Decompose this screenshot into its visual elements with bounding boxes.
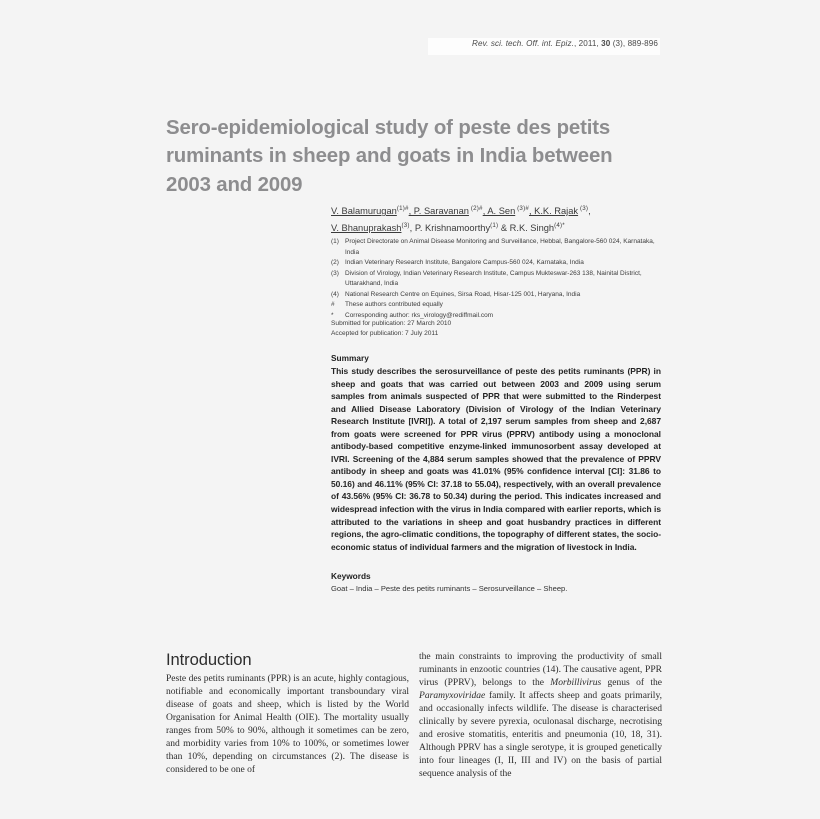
- author-balamurugan-affiliation-marker: (1)#: [396, 205, 409, 212]
- running-head-issue-pages: (3), 889-896: [610, 39, 658, 48]
- affiliation-marker: (4): [331, 290, 339, 298]
- introduction-heading: Introduction: [166, 650, 252, 669]
- author-saravanan: , P. Saravanan: [408, 206, 469, 217]
- author-krishnamoorthy: , P. Krishnamoorthy: [409, 222, 491, 233]
- affiliation-text: Corresponding author: rks_virology@rediffmail.com: [345, 311, 494, 319]
- affiliation-text: National Research Centre on Equines, Sirsa Road, Hisar-125 001, Haryana, India: [345, 290, 581, 298]
- author-sen-affiliation-marker: (3)#: [515, 205, 529, 212]
- affiliation-text: These authors contributed equally: [345, 301, 443, 309]
- running-head-volume: 30: [601, 39, 611, 48]
- author-singh: & R.K. Singh: [498, 222, 555, 233]
- affiliation-text: Division of Virology, Indian Veterinary Research Institute, Campus Mukteswar-263 138, Nainital District, Uttarakhand, India: [345, 269, 642, 288]
- intro-right-part-3: family. It affects sheep and goats primarily, and occasionally infects wildlife. The disease is characterised clinically by severe pyrexia, oculonasal discharge, necrotising and erosive stomatitis, enteritis and pneumonia (10, 18, 31). Although PPRV has a single serotype, it is grouped genetically into four lineages (I, II, III and IV) on the basis of partial sequence analysis of the: [419, 690, 662, 780]
- author-rajak: , K.K. Rajak: [528, 206, 579, 217]
- affiliation-item: [331, 290, 661, 301]
- running-head-journal: Rev. sci. tech. Off. int. Epiz.: [472, 39, 574, 48]
- summary-heading: Summary: [331, 353, 369, 363]
- author-krishnamoorthy-affiliation-marker: (1): [490, 221, 499, 229]
- affiliation-marker: (3): [331, 269, 339, 277]
- affiliation-item: [331, 258, 661, 269]
- affiliation-marker: *: [331, 311, 334, 319]
- author-bhanuprakash: V. Bhanuprakash: [331, 222, 402, 233]
- summary-text: This study describes the serosurveillance of peste des petits ruminants (PPR) in sheep and goats that was carried out between 2003 and 2009 using serum samples from animals suspected of PPR that were submitted to the Rinderpest and Allied Disease Laboratory (Division of Virology of the Indian Veterinary Research Institute [IVRI]). A total of 2,197 serum samples from sheep and 2,687 from goats were screened for PPR virus (PPRV) antibody using a monoclonal antibody-based competitive enzyme-linked immunosorbent assay developed at IVRI. Screening of the 4,884 serum samples showed that the prevalence of PPRV antibody in sheep and goats was 41.01% (95% confidence interval [CI]: 31.86 to 50.16) and 46.11% (95% CI: 37.18 to 55.04), respectively, with an overall prevalence of 43.56% (95% CI: 36.78 to 50.34) during the period. This indicates increased and widespread infection with the virus in India compared with earlier reports, which is attributed to the variations in sheep and goat husbandry practices in different regions, the agro-climatic conditions, the topography of different states, the socio-economic status of individual farmers and the migration of livestock in India.: [331, 366, 661, 552]
- introduction-left-column: Peste des petits ruminants (PPR) is an acute, highly contagious, notifiable and economically important transboundary viral disease of goats and sheep, which is listed by the World Organisation for Animal Health (OIE). The mortality usually ranges from 50% to 90%, although it sometimes can be zero, and morbidity varies from 10% to 100%, or sometimes lower than 10%, depending on circumstances (2). The disease is considered to be one of: [166, 673, 409, 776]
- affiliation-list: [331, 237, 661, 321]
- author-balamurugan: V. Balamurugan: [331, 206, 397, 217]
- submitted-date: Submitted for publication: 27 March 2010: [331, 320, 452, 327]
- equal-contribution-note: [331, 300, 661, 311]
- family-name: Paramyxoviridae: [419, 690, 486, 702]
- affiliation-marker: (2): [331, 259, 339, 267]
- introduction-right-column: [419, 650, 662, 780]
- running-head: [428, 39, 658, 48]
- author-singh-affiliation-marker: (4)*: [554, 221, 565, 229]
- author-rajak-affiliation-marker: (3): [578, 205, 589, 212]
- intro-right-part-1: the main constraints to improving the productivity of small ruminants in enzootic countries (14). The causative agent, PPR virus (PPRV), belongs to the: [419, 651, 662, 689]
- affiliation-item: [331, 237, 661, 258]
- author-line-1-end: ,: [588, 206, 591, 217]
- affiliation-text: Project Directorate on Animal Disease Monitoring and Surveillance, Hebbal, Bangalore-560 024, Karnataka, India: [345, 238, 655, 256]
- keywords-heading: Keywords: [331, 571, 371, 581]
- author-saravanan-affiliation-marker: (2)#: [468, 205, 483, 212]
- accepted-date: Accepted for publication: 7 July 2011: [331, 330, 439, 338]
- author-list: [331, 202, 661, 235]
- affiliation-text: Indian Veterinary Research Institute, Bangalore Campus-560 024, Karnataka, India: [345, 259, 584, 267]
- page-title: Sero-epidemiological study of peste des petits ruminants in sheep and goats in India between 2003 and 2009: [166, 116, 613, 196]
- intro-right-part-2: genus of the: [601, 677, 662, 689]
- running-head-year: , 2011,: [573, 39, 602, 48]
- keywords-text: Goat – India – Peste des petits ruminants – Serosurveillance – Sheep.: [331, 584, 568, 593]
- author-bhanuprakash-affiliation-marker: (3): [401, 221, 410, 229]
- affiliation-marker: #: [331, 301, 335, 309]
- genus-name: Morbillivirus: [550, 677, 602, 689]
- affiliation-marker: (1): [331, 238, 339, 245]
- affiliation-item: [331, 269, 661, 290]
- publication-dates: [331, 319, 661, 339]
- author-sen: , A. Sen: [482, 206, 516, 217]
